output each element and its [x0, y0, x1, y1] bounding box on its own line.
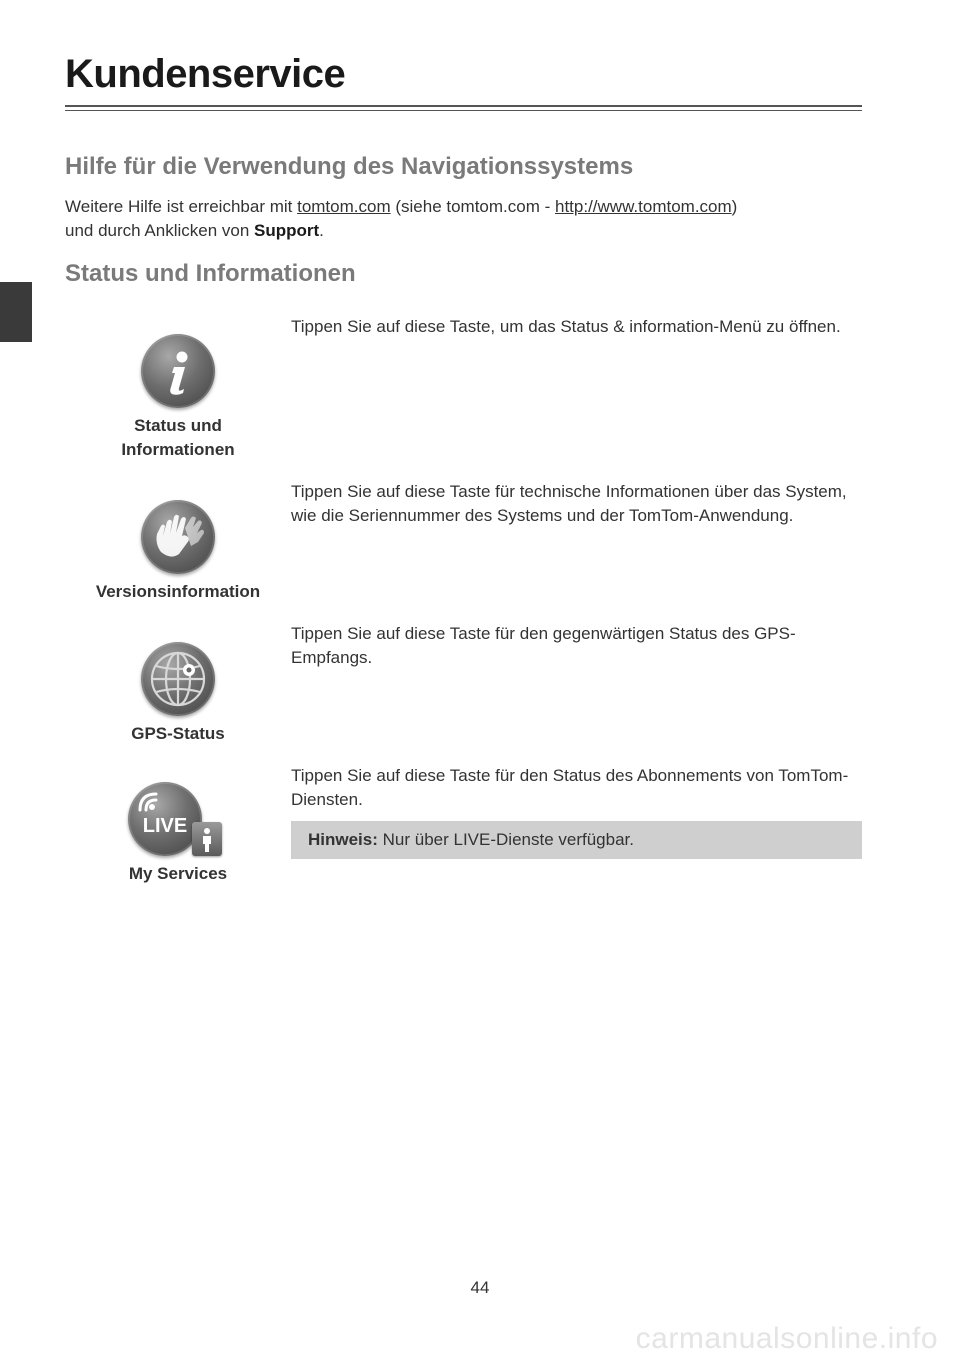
gps-status-description: Tippen Sie auf diese Taste für den gegenwärtigen Status des GPS-Empfangs. — [291, 624, 796, 667]
note-text: Nur über LIVE-Dienste verfügbar. — [377, 830, 634, 849]
status-heading: Status und Informationen — [65, 260, 356, 287]
status-info-description: Tippen Sie auf diese Taste, um das Status & information-Menü zu öffnen. — [291, 317, 841, 336]
live-circle — [128, 782, 202, 856]
status-info-button[interactable] — [70, 334, 286, 462]
my-services-description: Tippen Sie auf diese Taste für den Status des Abonnements von TomTom-Diensten. — [291, 766, 849, 809]
my-services-button[interactable] — [70, 782, 286, 886]
tomtom-url-link[interactable]: http://www.tomtom.com — [555, 197, 732, 216]
page-number: 44 — [470, 1278, 490, 1297]
help-text-1: Weitere Hilfe ist erreichbar mit — [65, 197, 298, 216]
help-paragraph — [65, 195, 865, 243]
my-services-caption: My Services — [128, 864, 228, 883]
live-services-icon — [128, 782, 228, 858]
help-text-2: (siehe tomtom.com - — [390, 197, 555, 216]
caption-line: Status und — [134, 416, 222, 435]
help-text-4: und durch Anklicken von — [65, 221, 255, 240]
note-label: Hinweis: — [308, 830, 378, 849]
chapter-tab — [0, 282, 32, 342]
page-title: Kundenservice — [65, 52, 346, 96]
tomtom-link[interactable]: tomtom.com — [297, 197, 391, 216]
caption-line: Informationen — [121, 440, 235, 459]
note-box — [291, 821, 862, 859]
globe-gps-icon — [141, 642, 215, 716]
tomtom-hand-icon — [141, 500, 215, 574]
version-info-button[interactable] — [70, 500, 286, 604]
version-info-description: Tippen Sie auf diese Taste für technische Informationen über das System, wie die Seriennummer des Systems und der TomTom-Anwendung. — [291, 482, 847, 525]
gps-status-button[interactable] — [70, 642, 286, 746]
help-text-3: ) — [731, 197, 738, 216]
watermark: carmanualsonline.info — [635, 1322, 938, 1355]
info-icon — [141, 334, 215, 408]
help-heading: Hilfe für die Verwendung des Navigationssystems — [65, 153, 634, 180]
support-label: Support — [254, 221, 320, 240]
person-icon — [192, 822, 222, 856]
version-info-caption: Versionsinformation — [95, 582, 261, 601]
title-divider — [65, 105, 862, 111]
live-text: LIVE — [142, 815, 188, 837]
help-text-5: . — [319, 221, 324, 240]
gps-status-caption: GPS-Status — [131, 724, 225, 743]
status-info-caption — [70, 414, 286, 462]
